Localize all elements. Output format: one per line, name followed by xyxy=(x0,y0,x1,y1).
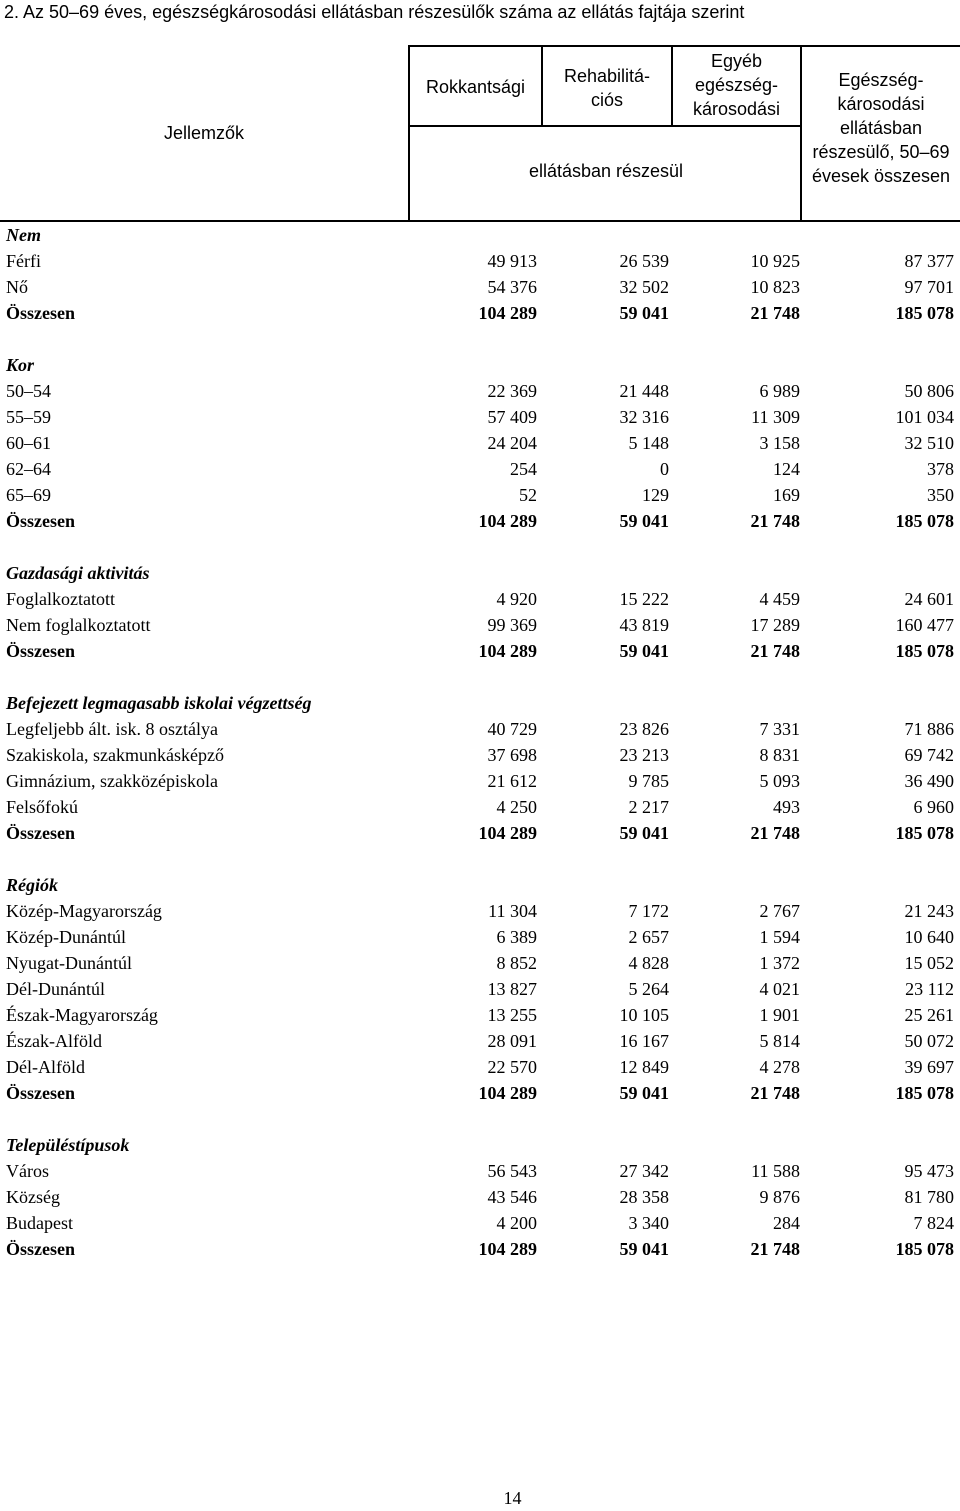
header-group-label: ellátásban részesül xyxy=(528,161,684,181)
total-row xyxy=(0,638,960,664)
cell-value: 43 819 xyxy=(619,615,669,635)
cell-value: 10 823 xyxy=(750,277,800,297)
cell-value: 104 289 xyxy=(478,641,537,661)
cell-value: 4 459 xyxy=(759,589,800,609)
section-heading: Befejezett legmagasabb iskolai végzettség xyxy=(6,693,312,713)
row-label: Nem foglalkoztatott xyxy=(6,615,151,635)
table-row xyxy=(0,274,960,300)
cell-value: 10 640 xyxy=(904,927,954,947)
table-row xyxy=(0,1002,960,1028)
cell-value: 24 204 xyxy=(487,433,537,453)
table-row xyxy=(0,794,960,820)
cell-value: 5 093 xyxy=(759,771,800,791)
row-label: Gimnázium, szakközépiskola xyxy=(6,771,218,791)
cell-value: 26 539 xyxy=(619,251,669,271)
cell-value: 1 372 xyxy=(759,953,800,973)
cell-value: 25 261 xyxy=(904,1005,954,1025)
cell-value: 95 473 xyxy=(904,1161,954,1181)
cell-value: 284 xyxy=(773,1213,800,1233)
total-row xyxy=(0,1080,960,1106)
table-row xyxy=(0,1054,960,1080)
cell-value: 4 828 xyxy=(628,953,669,973)
cell-value: 13 827 xyxy=(487,979,537,999)
cell-value: 185 078 xyxy=(895,1239,954,1259)
cell-value: 21 748 xyxy=(750,1083,800,1103)
cell-value: 169 xyxy=(773,485,800,505)
cell-value: 7 172 xyxy=(628,901,669,921)
section-heading: Régiók xyxy=(6,875,58,895)
table-section xyxy=(0,560,960,664)
row-label: Összesen xyxy=(6,823,75,843)
cell-value: 10 925 xyxy=(750,251,800,271)
total-row xyxy=(0,1236,960,1262)
cell-value: 6 989 xyxy=(759,381,800,401)
cell-value: 17 289 xyxy=(750,615,800,635)
cell-value: 185 078 xyxy=(895,823,954,843)
cell-value: 4 200 xyxy=(496,1213,537,1233)
cell-value: 59 041 xyxy=(619,823,669,843)
row-label: Összesen xyxy=(6,1083,75,1103)
row-label: 60–61 xyxy=(6,433,51,453)
cell-value: 32 316 xyxy=(619,407,669,427)
cell-value: 7 824 xyxy=(913,1213,954,1233)
cell-value: 59 041 xyxy=(619,641,669,661)
table-row xyxy=(0,898,960,924)
header-divider-left xyxy=(408,45,410,222)
cell-value: 104 289 xyxy=(478,1239,537,1259)
table-section xyxy=(0,872,960,1106)
cell-value: 99 369 xyxy=(487,615,537,635)
row-label: Dél-Dunántúl xyxy=(6,979,105,999)
cell-value: 5 148 xyxy=(628,433,669,453)
cell-value: 5 264 xyxy=(628,979,669,999)
table-row xyxy=(0,456,960,482)
cell-value: 50 072 xyxy=(904,1031,954,1051)
header-col-egyeb: Egyéb egészség- károsodási xyxy=(692,51,781,119)
section-heading: Nem xyxy=(6,225,41,245)
row-label: Nyugat-Dunántúl xyxy=(6,953,132,973)
table-section xyxy=(0,222,960,326)
cell-value: 56 543 xyxy=(487,1161,537,1181)
row-label: Felsőfokú xyxy=(6,797,78,817)
cell-value: 11 309 xyxy=(751,407,800,427)
cell-value: 1 594 xyxy=(759,927,800,947)
table-row xyxy=(0,1184,960,1210)
cell-value: 36 490 xyxy=(904,771,954,791)
table-row xyxy=(0,768,960,794)
total-row xyxy=(0,820,960,846)
cell-value: 21 748 xyxy=(750,511,800,531)
row-label: Legfeljebb ált. isk. 8 osztálya xyxy=(6,719,218,739)
cell-value: 39 697 xyxy=(904,1057,954,1077)
cell-value: 21 612 xyxy=(487,771,537,791)
cell-value: 15 222 xyxy=(619,589,669,609)
cell-value: 4 920 xyxy=(496,589,537,609)
row-label: Dél-Alföld xyxy=(6,1057,85,1077)
cell-value: 71 886 xyxy=(904,719,954,739)
table-row xyxy=(0,742,960,768)
cell-value: 59 041 xyxy=(619,1083,669,1103)
table-row xyxy=(0,1158,960,1184)
cell-value: 4 250 xyxy=(496,797,537,817)
cell-value: 493 xyxy=(773,797,800,817)
table-section xyxy=(0,690,960,846)
section-heading: Kor xyxy=(6,355,35,375)
header-col-rokkantsagi: Rokkantsági xyxy=(425,77,526,97)
table-row xyxy=(0,586,960,612)
row-label: 55–59 xyxy=(6,407,51,427)
cell-value: 23 112 xyxy=(905,979,954,999)
cell-value: 104 289 xyxy=(478,303,537,323)
header-col-osszesen: Egészség- károsodási ellátásban részesülő, 50–69 évesek összesen xyxy=(811,70,951,186)
cell-value: 124 xyxy=(773,459,800,479)
cell-value: 185 078 xyxy=(895,511,954,531)
table-title: 2. Az 50–69 éves, egészségkárosodási ellátásban részesülők száma az ellátás fajtája szerint xyxy=(4,2,745,22)
cell-value: 185 078 xyxy=(895,303,954,323)
cell-value: 4 021 xyxy=(759,979,800,999)
cell-value: 160 477 xyxy=(895,615,954,635)
table-row xyxy=(0,248,960,274)
cell-value: 40 729 xyxy=(487,719,537,739)
cell-value: 43 546 xyxy=(487,1187,537,1207)
row-label: Észak-Magyarország xyxy=(6,1005,158,1025)
cell-value: 81 780 xyxy=(904,1187,954,1207)
cell-value: 23 213 xyxy=(619,745,669,765)
cell-value: 2 767 xyxy=(759,901,800,921)
cell-value: 3 340 xyxy=(628,1213,669,1233)
cell-value: 21 448 xyxy=(619,381,669,401)
table-row xyxy=(0,1028,960,1054)
cell-value: 8 831 xyxy=(759,745,800,765)
row-label: Összesen xyxy=(6,1239,75,1259)
table-row xyxy=(0,612,960,638)
cell-value: 28 091 xyxy=(487,1031,537,1051)
cell-value: 32 502 xyxy=(619,277,669,297)
cell-value: 2 657 xyxy=(628,927,669,947)
cell-value: 54 376 xyxy=(487,277,537,297)
row-label: Közép-Magyarország xyxy=(6,901,162,921)
row-label: Férfi xyxy=(6,251,41,271)
cell-value: 378 xyxy=(927,459,954,479)
cell-value: 104 289 xyxy=(478,511,537,531)
row-label: Észak-Alföld xyxy=(6,1031,102,1051)
cell-value: 37 698 xyxy=(487,745,537,765)
cell-value: 0 xyxy=(660,459,669,479)
table-row xyxy=(0,716,960,742)
cell-value: 28 358 xyxy=(619,1187,669,1207)
header-group-rule xyxy=(410,125,802,127)
cell-value: 9 876 xyxy=(759,1187,800,1207)
header-top-rule xyxy=(410,45,960,47)
cell-value: 21 243 xyxy=(904,901,954,921)
cell-value: 7 331 xyxy=(759,719,800,739)
cell-value: 3 158 xyxy=(759,433,800,453)
cell-value: 87 377 xyxy=(904,251,954,271)
cell-value: 350 xyxy=(927,485,954,505)
table-row xyxy=(0,404,960,430)
cell-value: 59 041 xyxy=(619,303,669,323)
page-number: 14 xyxy=(503,1488,522,1508)
cell-value: 21 748 xyxy=(750,823,800,843)
cell-value: 13 255 xyxy=(487,1005,537,1025)
section-heading: Településtípusok xyxy=(6,1135,130,1155)
cell-value: 8 852 xyxy=(496,953,537,973)
cell-value: 185 078 xyxy=(895,641,954,661)
table-section xyxy=(0,352,960,534)
cell-value: 4 278 xyxy=(759,1057,800,1077)
table-row xyxy=(0,924,960,950)
cell-value: 129 xyxy=(642,485,669,505)
cell-value: 15 052 xyxy=(904,953,954,973)
cell-value: 10 105 xyxy=(619,1005,669,1025)
row-label: Község xyxy=(6,1187,60,1207)
table-row xyxy=(0,950,960,976)
cell-value: 9 785 xyxy=(628,771,669,791)
row-label: Összesen xyxy=(6,641,75,661)
cell-value: 97 701 xyxy=(904,277,954,297)
cell-value: 11 588 xyxy=(751,1161,800,1181)
cell-value: 22 570 xyxy=(487,1057,537,1077)
cell-value: 23 826 xyxy=(619,719,669,739)
cell-value: 50 806 xyxy=(904,381,954,401)
cell-value: 6 389 xyxy=(496,927,537,947)
cell-value: 49 913 xyxy=(487,251,537,271)
row-label: Szakiskola, szakmunkásképző xyxy=(6,745,224,765)
row-label: Budapest xyxy=(6,1213,73,1233)
cell-value: 6 960 xyxy=(913,797,954,817)
cell-value: 254 xyxy=(510,459,537,479)
cell-value: 11 304 xyxy=(488,901,537,921)
table-section xyxy=(0,1132,960,1262)
cell-value: 59 041 xyxy=(619,1239,669,1259)
cell-value: 69 742 xyxy=(904,745,954,765)
cell-value: 1 901 xyxy=(759,1005,800,1025)
row-label: Foglalkoztatott xyxy=(6,589,115,609)
cell-value: 32 510 xyxy=(904,433,954,453)
header-jellemzok: Jellemzők xyxy=(163,123,245,143)
table-row xyxy=(0,430,960,456)
row-label: Város xyxy=(6,1161,49,1181)
cell-value: 57 409 xyxy=(487,407,537,427)
row-label: Összesen xyxy=(6,303,75,323)
row-label: 50–54 xyxy=(6,381,51,401)
header-col-rehabilitacios: Rehabilitá- ciós xyxy=(563,66,651,110)
cell-value: 185 078 xyxy=(895,1083,954,1103)
table-row xyxy=(0,378,960,404)
section-heading: Gazdasági aktivitás xyxy=(6,563,150,583)
cell-value: 21 748 xyxy=(750,1239,800,1259)
row-label: Nő xyxy=(6,277,28,297)
cell-value: 21 748 xyxy=(750,641,800,661)
cell-value: 104 289 xyxy=(478,1083,537,1103)
table-header xyxy=(0,45,960,223)
cell-value: 22 369 xyxy=(487,381,537,401)
row-label: 62–64 xyxy=(6,459,51,479)
table-row xyxy=(0,1210,960,1236)
cell-value: 104 289 xyxy=(478,823,537,843)
cell-value: 59 041 xyxy=(619,511,669,531)
cell-value: 12 849 xyxy=(619,1057,669,1077)
table-body xyxy=(0,222,960,1262)
cell-value: 27 342 xyxy=(619,1161,669,1181)
row-label: Közép-Dunántúl xyxy=(6,927,126,947)
total-row xyxy=(0,508,960,534)
row-label: 65–69 xyxy=(6,485,51,505)
cell-value: 2 217 xyxy=(628,797,669,817)
table-row xyxy=(0,482,960,508)
row-label: Összesen xyxy=(6,511,75,531)
cell-value: 5 814 xyxy=(759,1031,800,1051)
cell-value: 16 167 xyxy=(619,1031,669,1051)
cell-value: 52 xyxy=(519,485,537,505)
total-row xyxy=(0,300,960,326)
table-row xyxy=(0,976,960,1002)
cell-value: 24 601 xyxy=(904,589,954,609)
cell-value: 101 034 xyxy=(895,407,954,427)
cell-value: 21 748 xyxy=(750,303,800,323)
